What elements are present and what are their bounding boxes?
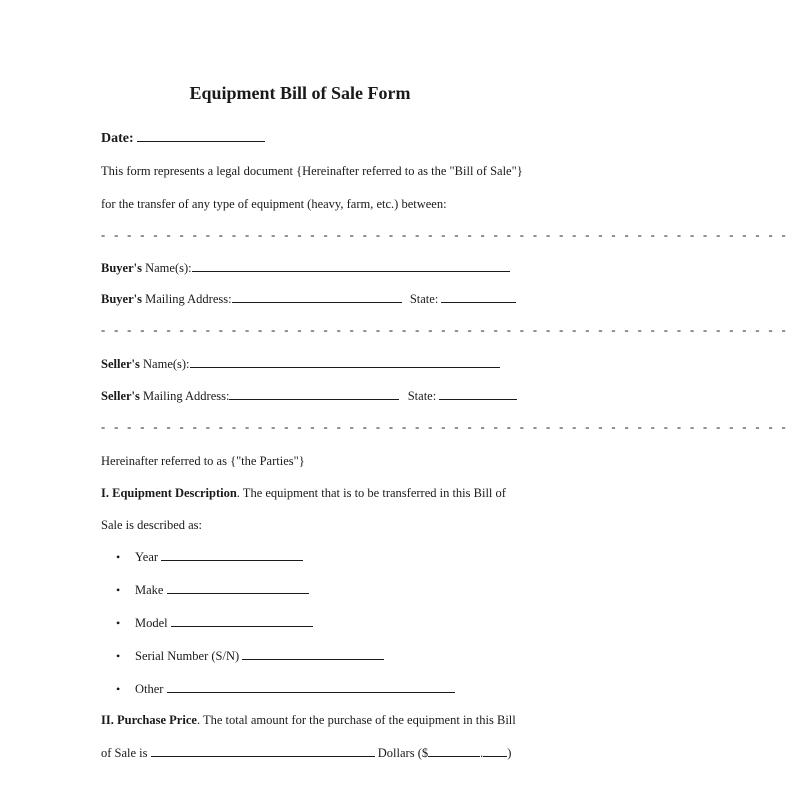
buyer-state-field[interactable] — [441, 291, 516, 303]
section1-line-1 — [101, 485, 506, 501]
seller-address-label-bold: Seller's — [101, 389, 140, 403]
buyer-name-row — [101, 260, 510, 276]
buyer-name-field[interactable] — [192, 260, 510, 272]
separator-2: - - - - - - - - - - - - - - - - - - - - - - - - - - - - - - - - - - - - - - - - - - - - - - - - - - - - - — [101, 323, 789, 337]
section2-line2-label: of Sale is — [101, 746, 148, 760]
equipment-year-label: Year — [135, 550, 159, 564]
date-field[interactable] — [137, 130, 265, 142]
parties-line: Hereinafter referred to as {"the Parties"} — [101, 454, 305, 468]
buyer-state-label: State: — [409, 292, 439, 306]
equipment-serial-label: Serial Number (S/N) — [135, 649, 240, 663]
section1-heading: I. Equipment Description — [101, 486, 237, 500]
price-dollars-field[interactable] — [428, 745, 480, 757]
seller-address-label: Mailing Address: — [143, 389, 230, 403]
price-words-field[interactable] — [151, 745, 375, 757]
equipment-serial-row — [135, 648, 384, 664]
section2-line-1 — [101, 712, 516, 728]
bullet-icon: • — [116, 682, 121, 696]
seller-state-label: State: — [407, 389, 437, 403]
date-label: Date: — [101, 131, 134, 146]
bullet-icon: • — [116, 550, 121, 564]
equipment-year-field[interactable] — [161, 549, 303, 561]
equipment-model-label: Model — [135, 616, 168, 630]
equipment-other-field[interactable] — [167, 681, 455, 693]
bullet-icon: • — [116, 583, 121, 597]
bullet-icon: • — [116, 616, 121, 630]
section2-heading: II. Purchase Price — [101, 713, 197, 727]
close-paren: ) — [507, 746, 512, 760]
seller-name-label: Name(s): — [143, 357, 190, 371]
buyer-address-row — [101, 291, 516, 307]
seller-address-field[interactable] — [229, 388, 399, 400]
buyer-address-label: Mailing Address: — [145, 292, 232, 306]
equipment-model-row — [135, 615, 313, 631]
intro-line-2: for the transfer of any type of equipment (heavy, farm, etc.) between: — [101, 197, 447, 211]
decimal-point: . — [480, 746, 484, 760]
separator-3: - - - - - - - - - - - - - - - - - - - - - - - - - - - - - - - - - - - - - - - - - - - - - - - - - - - - - — [101, 420, 789, 434]
equipment-make-row — [135, 582, 309, 598]
equipment-other-label: Other — [135, 682, 164, 696]
seller-address-row — [101, 388, 517, 404]
seller-name-label-bold: Seller's — [101, 357, 140, 371]
document-title: Equipment Bill of Sale Form — [189, 83, 411, 103]
buyer-address-field[interactable] — [232, 291, 402, 303]
section1-line-2: Sale is described as: — [101, 518, 203, 532]
equipment-make-field[interactable] — [167, 582, 309, 594]
equipment-serial-field[interactable] — [242, 648, 384, 660]
buyer-name-label-bold: Buyer's — [101, 261, 142, 275]
buyer-name-label: Name(s): — [145, 261, 192, 275]
seller-name-field[interactable] — [190, 356, 500, 368]
seller-state-field[interactable] — [439, 388, 517, 400]
section2-text: . The total amount for the purchase of the equipment in this Bill — [196, 713, 516, 727]
intro-line-1: This form represents a legal document {Hereinafter referred to as the "Bill of Sale"} — [101, 164, 523, 178]
equipment-other-row — [135, 681, 455, 697]
price-cents-field[interactable] — [483, 745, 507, 757]
buyer-address-label-bold: Buyer's — [101, 292, 142, 306]
equipment-year-row — [135, 549, 303, 565]
section2-line-2 — [101, 745, 511, 761]
date-row — [101, 130, 265, 147]
equipment-model-field[interactable] — [171, 615, 313, 627]
dollars-label: Dollars ($ — [377, 746, 429, 760]
equipment-make-label: Make — [135, 583, 164, 597]
seller-name-row — [101, 356, 500, 372]
separator-1: - - - - - - - - - - - - - - - - - - - - - - - - - - - - - - - - - - - - - - - - - - - - - - - - - - - - - — [101, 228, 789, 242]
section1-text: . The equipment that is to be transferred in this Bill of — [236, 486, 506, 500]
bullet-icon: • — [116, 649, 121, 663]
